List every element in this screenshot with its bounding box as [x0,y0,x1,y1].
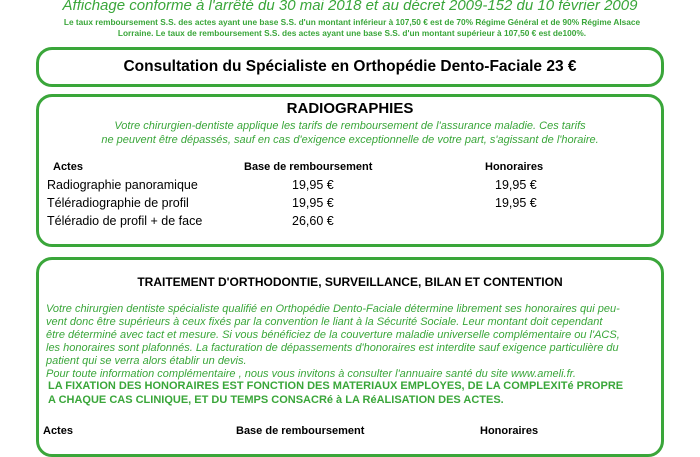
traitement-title: TRAITEMENT D'ORTHODONTIE, SURVEILLANCE, BILAN ET CONTENTION [137,275,563,289]
consultation-box [36,47,664,87]
column-header-honoraires: Honoraires [485,161,544,173]
page-header-title: Affichage conforme à l'arrêté du 30 mai 2018 et au décret 2009-152 du 10 février 2009 [62,0,638,14]
traitement-box [36,257,664,457]
traitement-intro-line: vent donc être supérieurs à ceux fixés par la convention le liant à la Sécurité Sociale. Leur montant doit cependant [46,316,603,328]
row-base: 19,95 € [292,196,334,210]
column-header-base: Base de remboursement [236,425,365,437]
column-header-honoraires: Honoraires [480,425,539,437]
row-base: 26,60 € [292,214,334,228]
column-header-actes: Actes [43,425,73,437]
traitement-caps-line-2: A CHAQUE CAS CLINIQUE, ET DU TEMPS CONSACRé à LA RéALISATION DES ACTES. [48,394,504,406]
column-header-actes: Actes [53,161,83,173]
traitement-intro-line: Pour toute information complémentaire , nous vous invitons à consulter l'annuaire santé du site www.ameli.fr. [46,368,576,380]
radiographies-intro-line-1: Votre chirurgien-dentiste applique les tarifs de remboursement de l'assurance maladie. Ces tarifs [114,120,586,132]
row-acte: Téléradio de profil + de face [47,214,203,228]
traitement-intro-line: les honoraires sont plafonnés. La facturation de dépassements d'honoraires est interdite sauf exigence particulière du [46,342,619,354]
traitement-intro-line: être déterminé avec tact et mesure. Si vous bénéficiez de la couverture maladie universelle complémentaire ou l'ACS, [46,329,620,341]
row-base: 19,95 € [292,178,334,192]
radiographies-box [36,94,664,247]
column-header-base: Base de remboursement [244,161,373,173]
row-acte: Radiographie panoramique [47,178,198,192]
traitement-intro-line: patient qui se verra alors établir un devis. [46,355,247,367]
reimbursement-note-line-2: Lorraine. Le taux de remboursement S.S. des actes ayant une base S.S. d'un montant supérieur à 107,50 € est de100%. [117,28,587,38]
traitement-caps-line-1: LA FIXATION DES HONORAIRES EST FONCTION DES MATERIAUX EMPLOYES, DE LA COMPLEXITé PROPRE [48,380,624,392]
radiographies-intro-line-2: ne peuvent être dépassés, sauf en cas d'exigence exceptionnelle de votre part, s'agissant de l'horaire. [101,134,599,146]
reimbursement-note-line-1: Le taux remboursement S.S. des actes ayant une base S.S. d'un montant inférieur à 107,50 € est de 70% Régime Général et de 90% Régime Alsace [63,17,641,27]
row-honoraires: 19,95 € [495,178,537,192]
consultation-title: Consultation du Spécialiste en Orthopédie Dento-Faciale 23 € [123,58,577,75]
radiographies-title: RADIOGRAPHIES [286,100,414,117]
traitement-intro-line: Votre chirurgien dentiste spécialiste qualifié en Orthopédie Dento-Faciale détermine librement ses honoraires qui peu- [46,303,620,315]
row-honoraires: 19,95 € [495,196,537,210]
row-acte: Téléradiographie de profil [47,196,189,210]
